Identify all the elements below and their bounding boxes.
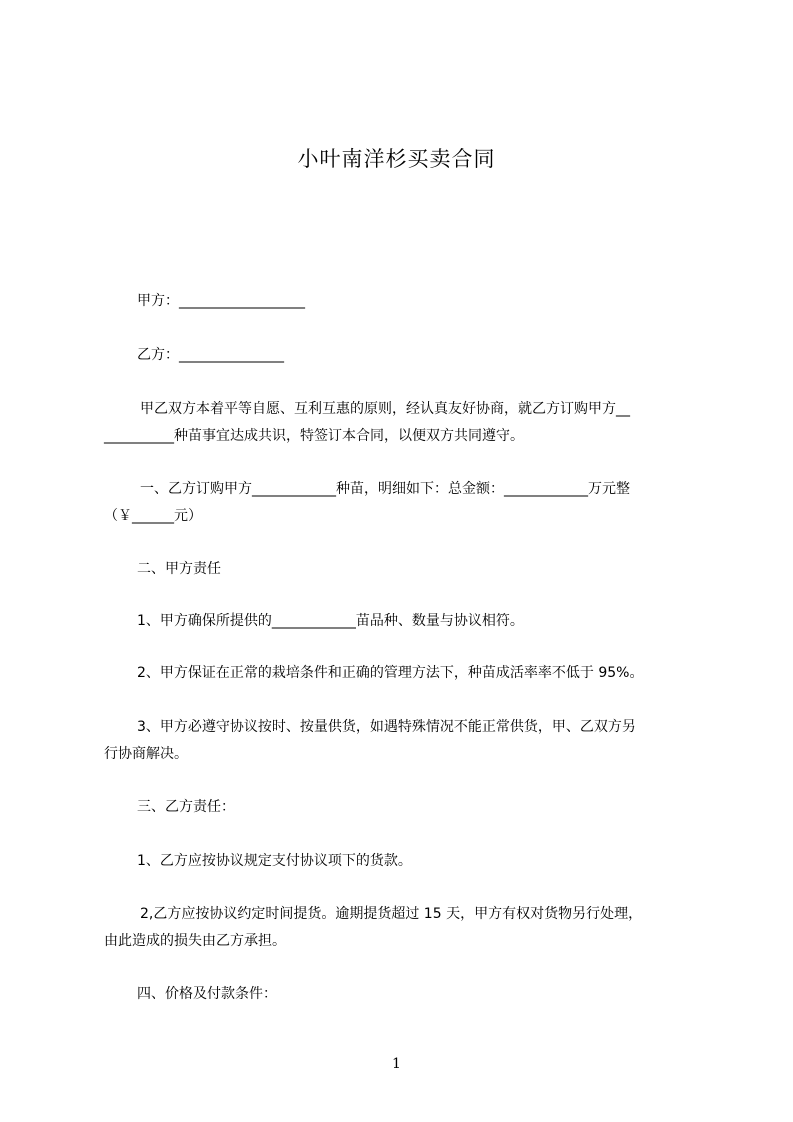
section-2-heading: 二、甲方责任 xyxy=(137,561,221,577)
section-4-heading: 四、价格及付款条件： xyxy=(137,986,277,1002)
intro-line-1: 甲乙双方本着平等自愿、互利互惠的原则，经认真友好协商，就乙方订购甲方__ xyxy=(140,401,630,417)
section-3-item-1: 1、乙方应按协议规定支付协议项下的货款。 xyxy=(137,853,412,869)
section-3-item-2-line-1: 2,乙方应按协议约定时间提货。逾期提货超过 15 天，甲方有权对货物另行处理， xyxy=(140,906,643,922)
section-2-item-1: 1、甲方确保所提供的____________苗品种、数量与协议相符。 xyxy=(137,613,524,629)
page-number: 1 xyxy=(392,1056,401,1072)
party-a-line: 甲方：__________________ xyxy=(137,293,305,309)
section-3-item-2-line-2: 由此造成的损失由乙方承担。 xyxy=(104,933,286,949)
section-2-item-2: 2、甲方保证在正常的栽培条件和正确的管理方法下，种苗成活率率不低于 95%。 xyxy=(137,665,644,681)
clause-1-line-1: 一、乙方订购甲方____________种苗，明细如下：总金额：____________万元整 xyxy=(140,481,630,497)
document-title: 小叶南洋杉买卖合同 xyxy=(297,147,496,171)
party-b-line: 乙方：_______________ xyxy=(137,347,284,363)
section-2-item-3-line-1: 3、甲方必遵守协议按时、按量供货，如遇特殊情况不能正常供货，甲、乙双方另 xyxy=(137,719,636,735)
intro-line-2: __________种苗事宜达成共识，特签订本合同，以便双方共同遵守。 xyxy=(104,428,524,444)
section-3-heading: 三、乙方责任： xyxy=(137,799,235,815)
clause-1-line-2: （￥______元） xyxy=(104,508,202,524)
section-2-item-3-line-2: 行协商解决。 xyxy=(104,746,188,762)
